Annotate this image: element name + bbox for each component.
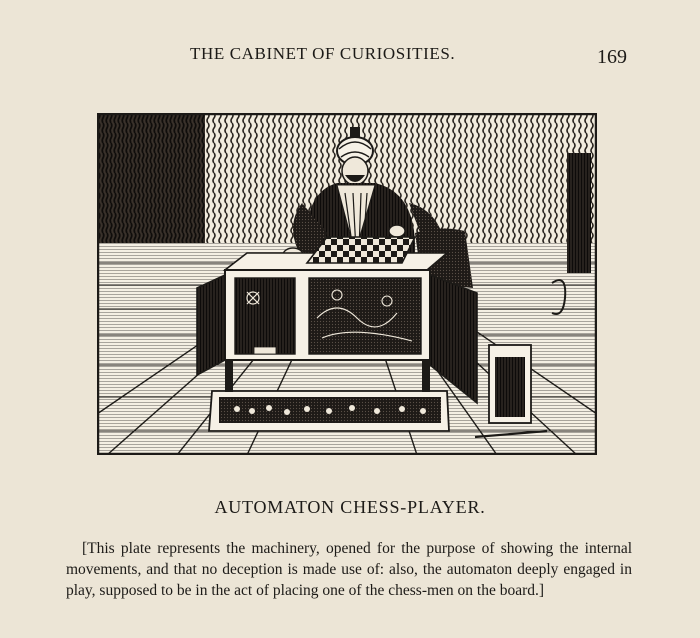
- page-number: 169: [597, 46, 627, 68]
- description-text: [This plate represents the machinery, opened for the purpose of showing the internal movements, and that no deception is made use of: also, the automaton deeply engaged in play, supposed to be in the act of placing one of the chess-men on the board.]: [66, 540, 632, 599]
- engraving-plate: [97, 113, 597, 455]
- plate-caption: AUTOMATON CHESS-PLAYER.: [214, 497, 486, 517]
- plate-description: [66, 538, 632, 601]
- running-title: THE CABINET OF CURIOSITIES.: [190, 44, 456, 63]
- engraving-illustration: [97, 113, 597, 455]
